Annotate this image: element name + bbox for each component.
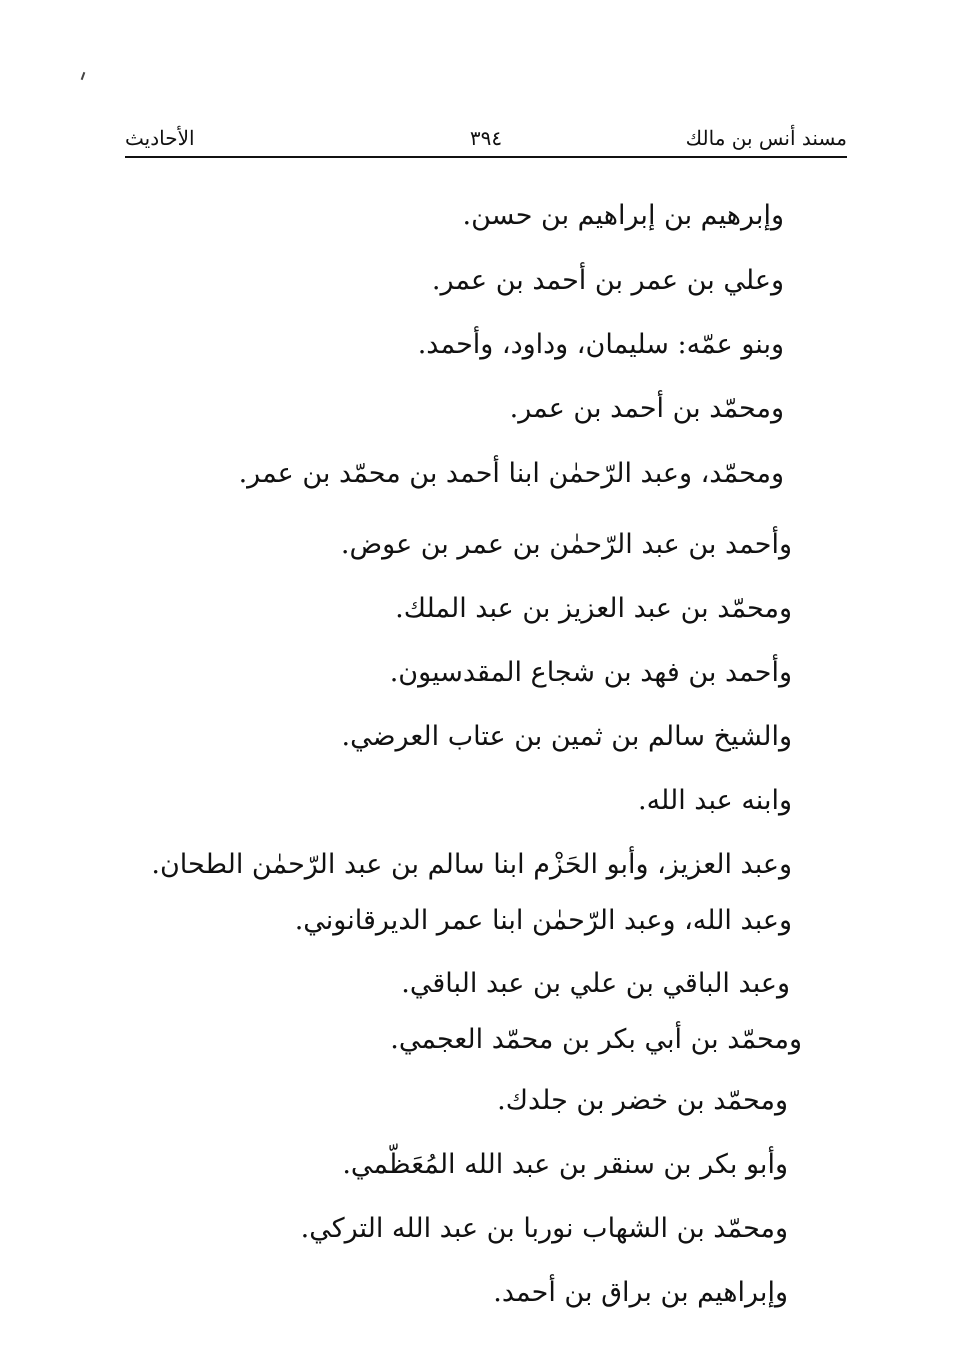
text-line: وأبو بكر بن سنقر بن عبد الله المُعَظّمي.: [342, 1149, 788, 1180]
header-page-number: ٣٩٤: [469, 126, 503, 150]
text-line: وابنه عبد الله.: [638, 785, 792, 816]
text-line: ومحمّد، وعبد الرّحمٰن ابنا أحمد بن محمّد بن عمر.: [238, 458, 784, 489]
text-line: وعبد الباقي بن علي بن عبد الباقي.: [401, 968, 790, 999]
text-line: وعبد العزيز، وأبو الحَزْم ابنا سالم بن عبد الرّحمٰن الطحان.: [151, 849, 792, 880]
text-line: والشيخ سالم بن ثمين بن عتاب العرضي.: [341, 721, 792, 752]
text-line: ومحمّد بن خضر بن جلدك.: [497, 1085, 788, 1116]
text-line: وأحمد بن فهد بن شجاع المقدسيون.: [389, 657, 792, 688]
text-line: ومحمّد بن أبي بكر بن محمّد العجمي.: [390, 1024, 802, 1055]
text-line: وعلي بن عمر بن أحمد بن عمر.: [431, 265, 784, 296]
text-line: ومحمّد بن عبد العزيز بن عبد الملك.: [395, 593, 792, 624]
header-section-title: الأحاديث: [125, 126, 195, 150]
text-line: وعبد الله، وعبد الرّحمٰن ابنا عمر الديرقانوني.: [294, 905, 792, 936]
text-line: ومحمّد بن أحمد بن عمر.: [509, 393, 784, 424]
text-line: وأحمد بن عبد الرّحمٰن بن عمر بن عوض.: [340, 529, 792, 560]
text-line: ومحمّد بن الشهاب نوربا بن عبد الله التركي.: [300, 1213, 788, 1244]
text-line: وإبراهيم بن براق بن أحمد.: [493, 1277, 788, 1308]
text-line: وإبرهيم بن إبراهيم بن حسن.: [462, 200, 784, 231]
text-line: وبنو عمّه: سليمان، وداود، وأحمد.: [417, 329, 784, 360]
header-book-title: مسند أنس بن مالك: [685, 126, 847, 150]
